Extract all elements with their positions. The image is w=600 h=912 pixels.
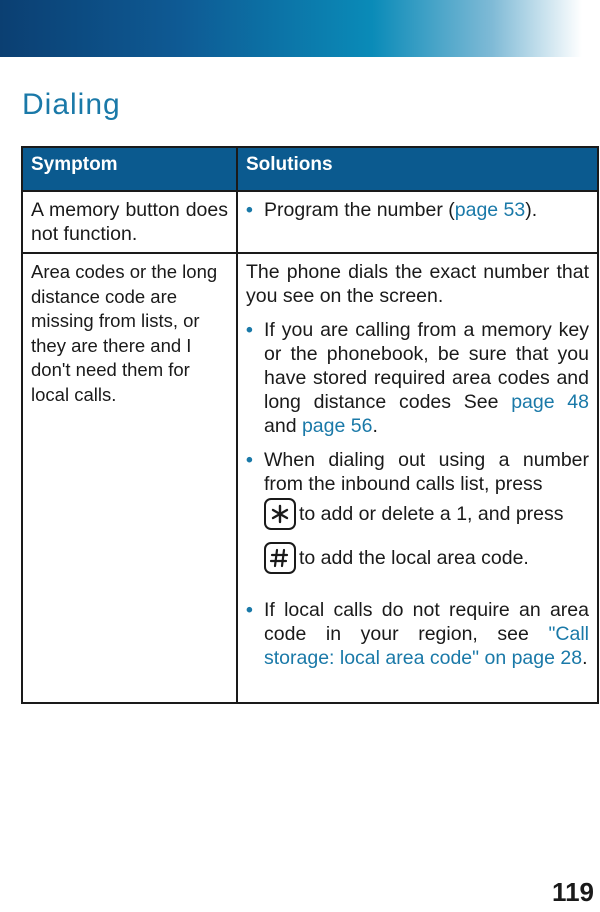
page-link[interactable]: page 48 <box>511 391 589 413</box>
solution-bullet: • When dialing out using a number from the inbound calls list, press to add or delete a 1, and press to add the local area code. <box>246 448 589 576</box>
table-row <box>22 253 598 703</box>
header-solutions: Solutions <box>237 147 598 191</box>
page-number: 119 <box>552 877 594 907</box>
solution-cell <box>237 191 598 253</box>
table-row <box>22 191 598 253</box>
section-link[interactable]: "Call storage: local area code" on page 28 <box>264 623 589 669</box>
table-header-row <box>22 147 598 191</box>
header-symptom: Symptom <box>22 147 237 191</box>
bullet-marker: • <box>246 199 253 221</box>
page-link[interactable]: page 56 <box>301 415 373 437</box>
solution-bullet: • Program the number (page 53). <box>246 199 538 221</box>
top-banner <box>0 0 600 57</box>
solution-bullet: • If local calls do not require an area code in your region, see "Call storage: local area code" on page 28. <box>246 599 589 669</box>
bullet-marker: • <box>246 319 253 341</box>
page-link[interactable]: page 53 <box>454 199 526 221</box>
bullet-marker: • <box>246 599 253 621</box>
symptom-cell: A memory button does not function. <box>22 191 237 253</box>
symptom-cell: Area codes or the long distance code are missing from lists, or they are there and I don't need them for local calls. <box>22 253 237 703</box>
section-title: Dialing <box>22 88 121 121</box>
troubleshooting-table <box>21 146 599 704</box>
solution-intro: The phone dials the exact number that you see on the screen. <box>246 261 589 307</box>
star-key-icon <box>264 498 296 530</box>
hash-key-icon <box>264 542 296 574</box>
solution-bullet: • If you are calling from a memory key or the phonebook, be sure that you have stored required area codes and long distance codes See page 48 and page 56. <box>246 319 589 437</box>
bullet-marker: • <box>246 449 253 471</box>
solution-cell <box>237 253 598 703</box>
